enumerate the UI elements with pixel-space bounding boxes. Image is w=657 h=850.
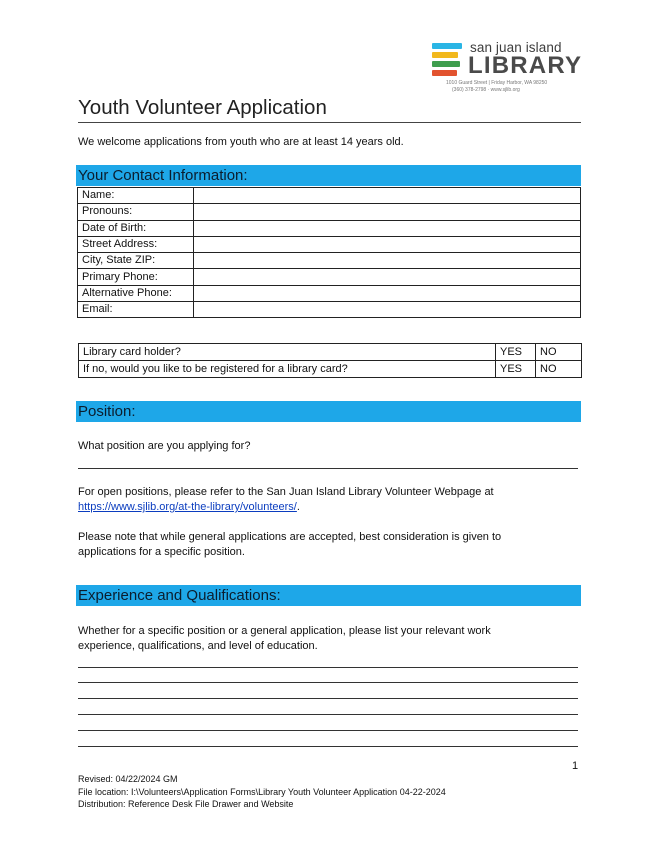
library-card-row [79,361,582,378]
library-card-question: If no, would you like to be registered for a library card? [79,361,496,378]
footer-distribution: Distribution: Reference Desk File Drawer and Website [78,799,294,809]
no-option[interactable]: NO [536,344,582,361]
logo-bars-icon [432,43,462,77]
footer-revised: Revised: 04/22/2024 GM [78,774,178,784]
contact-row [78,204,581,220]
contact-field-label: Pronouns: [78,204,194,220]
contact-row [78,236,581,252]
logo-bar [432,43,462,49]
contact-row [78,269,581,285]
volunteer-webpage-link[interactable]: https://www.sjlib.org/at-the-library/volunteers/ [78,501,297,513]
contact-row [78,220,581,236]
contact-field-label: Date of Birth: [78,220,194,236]
footer [78,773,446,811]
logo-address-line: (360) 378-2798 · www.sjlib.org [452,86,520,93]
logo-address-line: 1010 Guard Street | Friday Harbor, WA 98250 [446,80,548,86]
contact-field-input[interactable] [194,204,581,220]
contact-field-label: Alternative Phone: [78,285,194,301]
contact-field-input[interactable] [194,269,581,285]
position-question: What position are you applying for? [78,440,251,452]
page-title: Youth Volunteer Application [78,96,327,119]
footer-file-location: File location: I:\Volunteers\Application Forms\Library Youth Volunteer Application 04-22-2024 [78,786,446,797]
library-logo [432,38,582,98]
page-number: 1 [572,760,579,772]
contact-field-input[interactable] [194,220,581,236]
contact-row [78,302,581,318]
logo-address [446,80,547,93]
contact-row [78,285,581,301]
yes-option[interactable]: YES [496,344,536,361]
contact-table [77,187,581,318]
position-section-heading: Position: [76,401,581,422]
logo-bar [432,52,458,58]
logo-name-main: LIBRARY [468,52,583,79]
contact-field-label: Primary Phone: [78,269,194,285]
title-divider [78,122,581,123]
experience-answer-line[interactable] [78,698,578,699]
experience-answer-line[interactable] [78,667,578,668]
yes-option[interactable]: YES [496,361,536,378]
note-line: Please note that while general applications are accepted, best consideration is given to [78,531,502,543]
contact-row [78,188,581,204]
library-card-table [78,343,582,378]
no-option[interactable]: NO [536,361,582,378]
experience-answer-line[interactable] [78,682,578,683]
open-positions-link-line [78,500,300,516]
open-positions-text: For open positions, please refer to the San Juan Island Library Volunteer Webpage at [78,486,494,498]
logo-name-top: san juan island [470,40,562,55]
experience-answer-line[interactable] [78,714,578,715]
library-card-question: Library card holder? [79,344,496,361]
intro-text: We welcome applications from youth who are at least 14 years old. [78,136,404,148]
position-answer-line[interactable] [78,468,578,469]
experience-prompt: Whether for a specific position or a general application, please list your relevant work [78,625,491,637]
contact-field-input[interactable] [194,188,581,204]
contact-field-input[interactable] [194,302,581,318]
contact-field-label: Name: [78,188,194,204]
library-card-row [79,344,582,361]
contact-field-label: City, State ZIP: [78,253,194,269]
experience-prompt: experience, qualifications, and level of education. [78,640,318,652]
experience-answer-line[interactable] [78,746,578,747]
contact-field-label: Email: [78,302,194,318]
experience-section-heading: Experience and Qualifications: [76,585,581,606]
experience-answer-line[interactable] [78,730,578,731]
contact-field-label: Street Address: [78,236,194,252]
link-suffix: . [296,501,300,513]
logo-bar [432,61,460,67]
contact-field-input[interactable] [194,285,581,301]
contact-field-input[interactable] [194,253,581,269]
contact-row [78,253,581,269]
logo-bar [432,70,457,76]
contact-field-input[interactable] [194,236,581,252]
note-line: applications for a specific position. [78,546,245,558]
contact-section-heading: Your Contact Information: [76,165,581,186]
